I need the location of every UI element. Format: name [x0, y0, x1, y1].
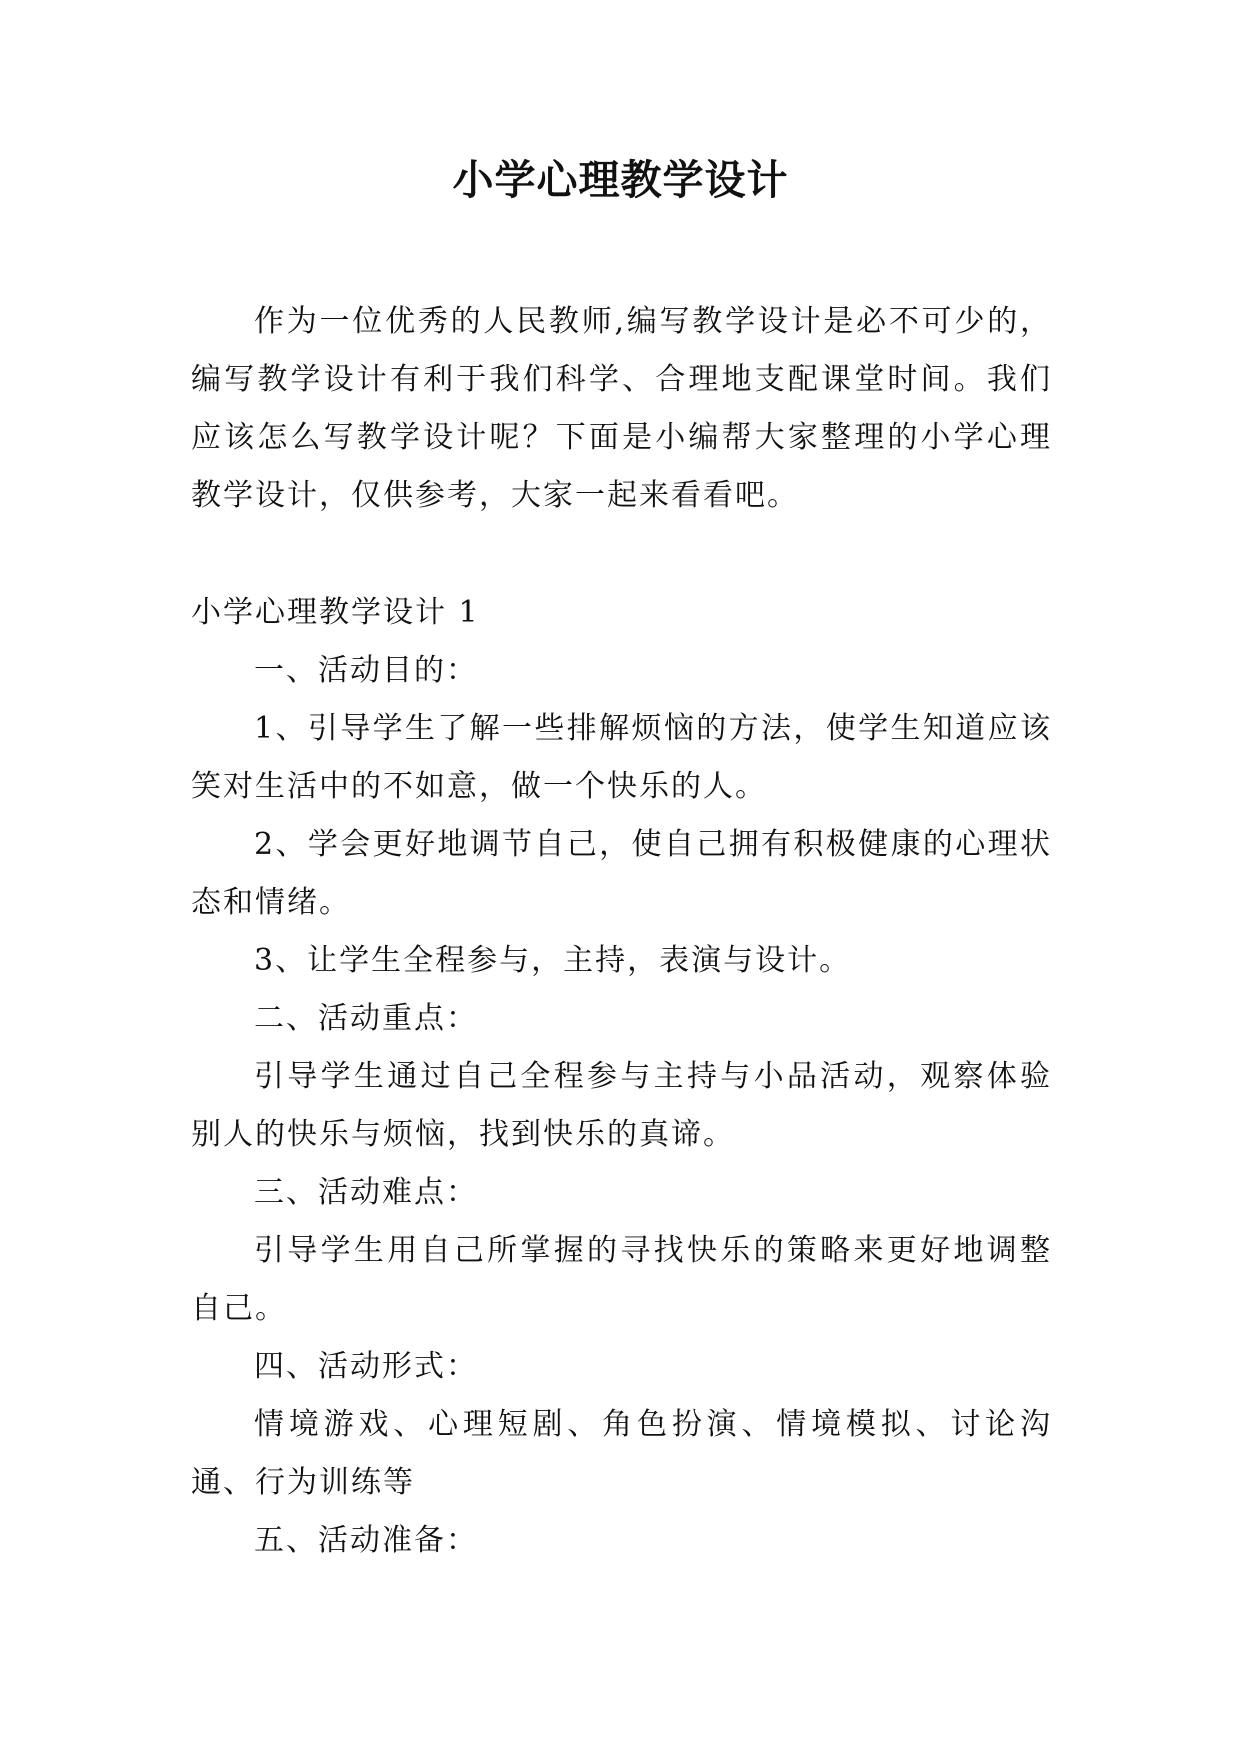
heading-activity-preparation: 五、活动准备： — [254, 1523, 478, 1558]
purpose-item-2: 2、学会更好地调节自己，使自己拥有积极健康的心理状态和情绪。 — [191, 827, 1052, 920]
section-title: 小学心理教学设计 1 — [191, 595, 480, 630]
document-title: 小学心理教学设计 — [452, 156, 789, 204]
document-body — [191, 293, 1052, 1570]
heading-activity-focus: 二、活动重点： — [254, 1001, 478, 1036]
activity-format-text: 情境游戏、心理短剧、角色扮演、情境模拟、讨论沟通、行为训练等 — [191, 1407, 1052, 1500]
activity-difficulty-text: 引导学生用自己所掌握的寻找快乐的策略来更好地调整自己。 — [191, 1233, 1052, 1326]
heading-activity-format: 四、活动形式： — [254, 1349, 478, 1384]
activity-focus-text: 引导学生通过自己全程参与主持与小品活动，观察体验别人的快乐与烦恼，找到快乐的真谛。 — [191, 1059, 1052, 1152]
intro-paragraph: 作为一位优秀的人民教师,编写教学设计是必不可少的，编写教学设计有利于我们科学、合理地支配课堂时间。我们应该怎么写教学设计呢？下面是小编帮大家整理的小学心理教学设计，仅供参考，大家一起来看看吧。 — [191, 304, 1052, 513]
heading-activity-difficulty: 三、活动难点： — [254, 1175, 478, 1210]
purpose-item-1: 1、引导学生了解一些排解烦恼的方法，使学生知道应该笑对生活中的不如意，做一个快乐的人。 — [191, 711, 1052, 804]
purpose-item-3: 3、让学生全程参与，主持，表演与设计。 — [254, 943, 852, 978]
heading-activity-purpose: 一、活动目的： — [254, 653, 478, 688]
